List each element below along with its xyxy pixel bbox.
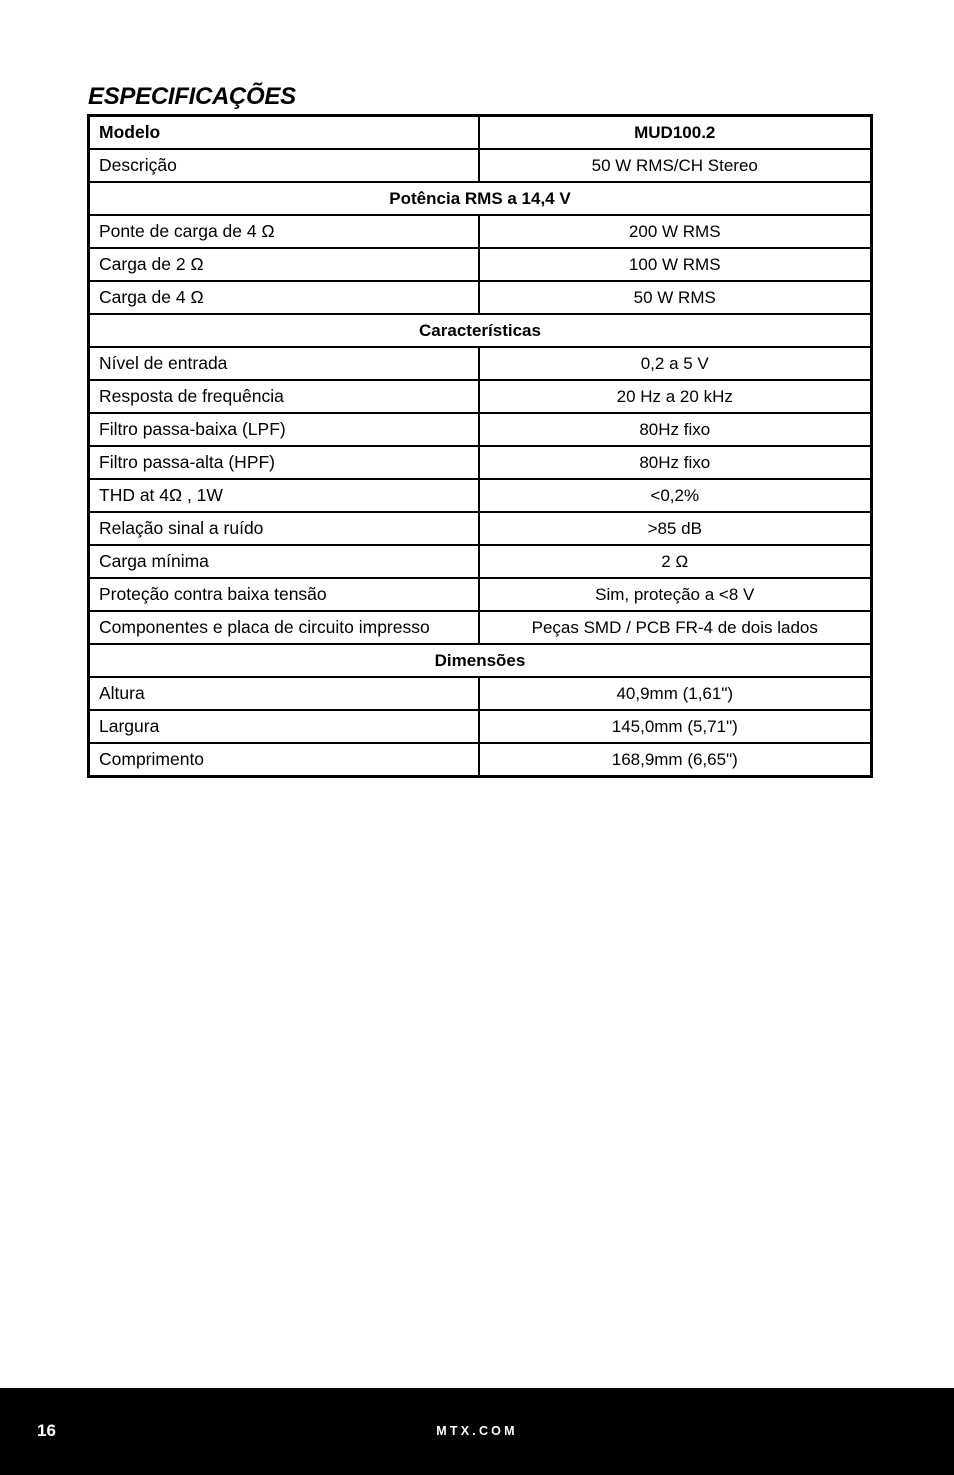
row-label: Comprimento [89,743,479,777]
table-row [89,545,872,578]
row-label: Nível de entrada [89,347,479,380]
row-label: Largura [89,710,479,743]
table-row [89,578,872,611]
table-row [89,215,872,248]
row-value: >85 dB [479,512,872,545]
page-number: 16 [37,1421,56,1440]
row-label: Componentes e placa de circuito impresso [89,611,479,644]
row-value: 100 W RMS [479,248,872,281]
section-title: Dimensões [89,644,872,677]
table-row [89,710,872,743]
table-row [89,281,872,314]
row-value: 80Hz fixo [479,413,872,446]
section-title: Características [89,314,872,347]
row-label: Filtro passa-alta (HPF) [89,446,479,479]
row-label: THD at 4Ω , 1W [89,479,479,512]
section-row-dimensions [89,644,872,677]
table-row [89,611,872,644]
row-value: 2 Ω [479,545,872,578]
row-value: 20 Hz a 20 kHz [479,380,872,413]
row-label: Carga mínima [89,545,479,578]
row-label: Proteção contra baixa tensão [89,578,479,611]
table-header-row [89,116,872,150]
row-label: Altura [89,677,479,710]
row-label: Filtro passa-baixa (LPF) [89,413,479,446]
table-row [89,743,872,777]
row-value: 0,2 a 5 V [479,347,872,380]
table-row [89,413,872,446]
row-value: 50 W RMS [479,281,872,314]
row-value: Peças SMD / PCB FR-4 de dois lados [479,611,872,644]
page-title: ESPECIFICAÇÕES [88,83,296,110]
row-value: 168,9mm (6,65") [479,743,872,777]
row-value: <0,2% [479,479,872,512]
row-value: 200 W RMS [479,215,872,248]
description-value: 50 W RMS/CH Stereo [479,149,872,182]
specifications-table [87,114,873,778]
table-row [89,446,872,479]
description-label: Descrição [89,149,479,182]
section-title: Potência RMS a 14,4 V [89,182,872,215]
row-value: 40,9mm (1,61") [479,677,872,710]
row-label: Carga de 2 Ω [89,248,479,281]
table-row [89,149,872,182]
row-value: Sim, proteção a <8 V [479,578,872,611]
model-value: MUD100.2 [479,116,872,150]
table-row [89,677,872,710]
page-footer [0,1388,954,1475]
table-row [89,512,872,545]
table-row [89,479,872,512]
model-label: Modelo [89,116,479,150]
website-url: MTX.COM [436,1424,518,1438]
row-value: 80Hz fixo [479,446,872,479]
row-label: Ponte de carga de 4 Ω [89,215,479,248]
row-label: Carga de 4 Ω [89,281,479,314]
section-row-characteristics [89,314,872,347]
table-row [89,347,872,380]
table-row [89,248,872,281]
row-value: 145,0mm (5,71") [479,710,872,743]
table-row [89,380,872,413]
section-row-rms-power [89,182,872,215]
row-label: Resposta de frequência [89,380,479,413]
row-label: Relação sinal a ruído [89,512,479,545]
